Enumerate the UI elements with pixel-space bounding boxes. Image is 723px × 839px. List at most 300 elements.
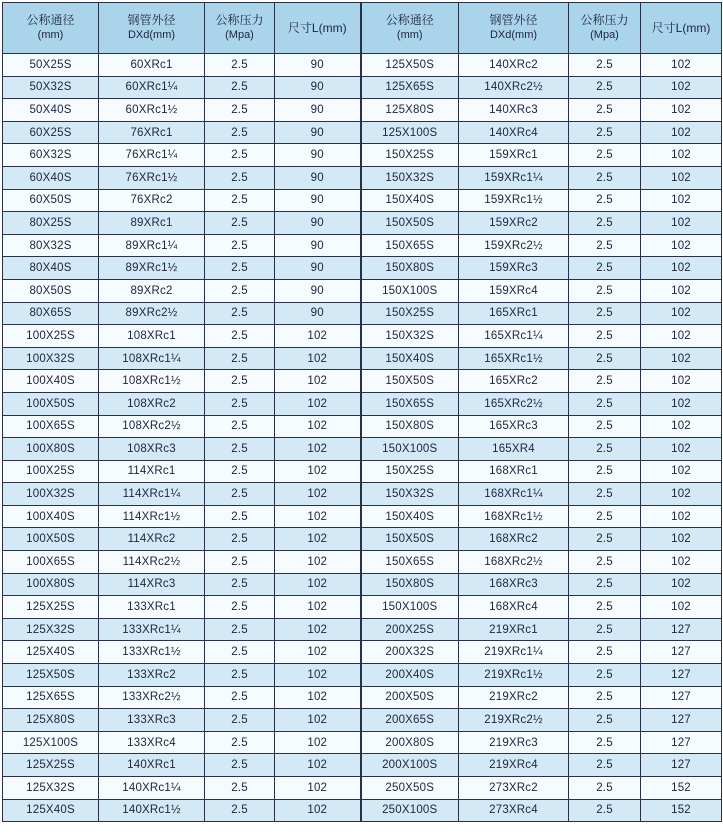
nominal-diameter-cell: 100X50S (3, 528, 99, 551)
pipe-outer-diameter-cell: 159XRc2½ (459, 234, 569, 257)
dimension-l-cell: 102 (275, 438, 361, 461)
pipe-outer-diameter-cell: 114XRc2½ (99, 551, 205, 574)
dimension-l-cell: 90 (275, 76, 361, 99)
pipe-outer-diameter-cell: 168XRc1 (459, 460, 569, 483)
table-row (3, 347, 722, 370)
table-row (3, 505, 722, 528)
pipe-outer-diameter-cell: 159XRc4 (459, 279, 569, 302)
header-unit: (mm) (37, 29, 64, 41)
pipe-outer-diameter-cell: 76XRc1¼ (99, 144, 205, 167)
dimension-l-cell: 102 (275, 754, 361, 777)
table-row (3, 438, 722, 461)
pipe-outer-diameter-cell: 168XRc1½ (459, 505, 569, 528)
header-unit: DXd(mm) (127, 29, 176, 41)
nominal-diameter-cell: 125X65S (361, 76, 459, 99)
dimension-l-cell: 102 (641, 302, 722, 325)
nominal-diameter-cell: 150X100S (361, 438, 459, 461)
pipe-outer-diameter-cell: 133XRc1¼ (99, 618, 205, 641)
pipe-outer-diameter-cell: 219XRc1¼ (459, 641, 569, 664)
nominal-pressure-cell: 2.5 (205, 234, 275, 257)
nominal-pressure-cell: 2.5 (205, 777, 275, 800)
table-row (3, 460, 722, 483)
nominal-pressure-cell: 2.5 (569, 370, 641, 393)
nominal-pressure-cell: 2.5 (205, 415, 275, 438)
table-row (3, 709, 722, 732)
nominal-diameter-cell: 60X40S (3, 166, 99, 189)
nominal-pressure-cell: 2.5 (205, 528, 275, 551)
pipe-outer-diameter-cell: 108XRc2 (99, 392, 205, 415)
dimension-l-cell: 102 (275, 392, 361, 415)
nominal-pressure-cell: 2.5 (569, 709, 641, 732)
pipe-outer-diameter-cell: 140XRc2 (459, 54, 569, 77)
dimension-l-cell: 90 (275, 234, 361, 257)
table-row (3, 234, 722, 257)
nominal-pressure-cell: 2.5 (205, 551, 275, 574)
nominal-pressure-cell: 2.5 (205, 189, 275, 212)
table-body (3, 54, 722, 822)
dimension-l-cell: 102 (275, 505, 361, 528)
nominal-pressure-cell: 2.5 (569, 641, 641, 664)
nominal-pressure-cell: 2.5 (205, 76, 275, 99)
pipe-outer-diameter-cell: 133XRc2 (99, 664, 205, 687)
table-row (3, 686, 722, 709)
dimension-l-cell: 102 (641, 212, 722, 235)
nominal-pressure-cell: 2.5 (569, 596, 641, 619)
nominal-diameter-cell: 125X32S (3, 777, 99, 800)
nominal-pressure-cell: 2.5 (205, 54, 275, 77)
pipe-outer-diameter-cell: 76XRc2 (99, 189, 205, 212)
nominal-diameter-cell: 250X50S (361, 777, 459, 800)
dimension-l-cell: 102 (641, 279, 722, 302)
dimension-l-cell: 102 (641, 460, 722, 483)
nominal-pressure-cell: 2.5 (569, 731, 641, 754)
col-nominal-diameter-header (3, 3, 99, 54)
dimension-l-cell: 102 (275, 460, 361, 483)
nominal-pressure-cell: 2.5 (205, 257, 275, 280)
table-row (3, 144, 722, 167)
nominal-diameter-cell: 150X25S (361, 460, 459, 483)
nominal-pressure-cell: 2.5 (569, 302, 641, 325)
header-label: 尺寸L(mm) (651, 20, 711, 35)
table-row (3, 731, 722, 754)
dimension-l-cell: 90 (275, 54, 361, 77)
nominal-diameter-cell: 125X50S (361, 54, 459, 77)
table-header-row (3, 3, 722, 54)
pipe-outer-diameter-cell: 159XRc1 (459, 144, 569, 167)
dimension-l-cell: 102 (641, 144, 722, 167)
nominal-diameter-cell: 80X40S (3, 257, 99, 280)
col-nominal-pressure-header-2 (569, 3, 641, 54)
nominal-diameter-cell: 200X40S (361, 664, 459, 687)
col-pipe-outer-diameter-header-2 (459, 3, 569, 54)
nominal-diameter-cell: 60X50S (3, 189, 99, 212)
nominal-diameter-cell: 150X50S (361, 370, 459, 393)
dimension-l-cell: 127 (641, 754, 722, 777)
nominal-pressure-cell: 2.5 (205, 325, 275, 348)
nominal-diameter-cell: 150X100S (361, 596, 459, 619)
pipe-outer-diameter-cell: 133XRc1½ (99, 641, 205, 664)
nominal-diameter-cell: 125X25S (3, 754, 99, 777)
pipe-outer-diameter-cell: 133XRc1 (99, 596, 205, 619)
table-row (3, 641, 722, 664)
nominal-pressure-cell: 2.5 (569, 99, 641, 122)
pipe-outer-diameter-cell: 273XRc4 (459, 799, 569, 822)
nominal-diameter-cell: 125X65S (3, 686, 99, 709)
nominal-diameter-cell: 125X80S (3, 709, 99, 732)
nominal-diameter-cell: 125X100S (3, 731, 99, 754)
dimension-l-cell: 127 (641, 731, 722, 754)
nominal-diameter-cell: 100X50S (3, 392, 99, 415)
dimension-l-cell: 102 (275, 777, 361, 800)
nominal-pressure-cell: 2.5 (569, 551, 641, 574)
pipe-outer-diameter-cell: 168XRc3 (459, 573, 569, 596)
nominal-diameter-cell: 80X65S (3, 302, 99, 325)
pipe-outer-diameter-cell: 89XRc1¼ (99, 234, 205, 257)
dimension-l-cell: 102 (641, 392, 722, 415)
pipe-outer-diameter-cell: 114XRc1½ (99, 505, 205, 528)
header-unit: (Mpa) (225, 29, 254, 41)
dimension-l-cell: 102 (641, 121, 722, 144)
nominal-pressure-cell: 2.5 (569, 573, 641, 596)
nominal-diameter-cell: 100X40S (3, 505, 99, 528)
nominal-diameter-cell: 100X80S (3, 573, 99, 596)
dimension-l-cell: 90 (275, 302, 361, 325)
pipe-outer-diameter-cell: 165XRc1¼ (459, 325, 569, 348)
nominal-pressure-cell: 2.5 (205, 347, 275, 370)
pipe-outer-diameter-cell: 60XRc1¼ (99, 76, 205, 99)
nominal-diameter-cell: 100X32S (3, 347, 99, 370)
nominal-diameter-cell: 150X25S (361, 302, 459, 325)
dimension-l-cell: 102 (641, 347, 722, 370)
nominal-diameter-cell: 125X25S (3, 596, 99, 619)
nominal-pressure-cell: 2.5 (205, 483, 275, 506)
pipe-outer-diameter-cell: 60XRc1 (99, 54, 205, 77)
nominal-pressure-cell: 2.5 (569, 76, 641, 99)
pipe-outer-diameter-cell: 108XRc3 (99, 438, 205, 461)
pipe-outer-diameter-cell: 140XRc1½ (99, 799, 205, 822)
col-pipe-outer-diameter-header (99, 3, 205, 54)
header-unit: DXd(mm) (489, 29, 538, 41)
pipe-outer-diameter-cell: 168XRc2½ (459, 551, 569, 574)
nominal-pressure-cell: 2.5 (569, 392, 641, 415)
nominal-pressure-cell: 2.5 (205, 618, 275, 641)
table-row (3, 121, 722, 144)
dimension-l-cell: 102 (641, 370, 722, 393)
dimension-l-cell: 102 (641, 415, 722, 438)
nominal-diameter-cell: 125X100S (361, 121, 459, 144)
table-row (3, 415, 722, 438)
dimension-l-cell: 102 (641, 54, 722, 77)
table-row (3, 370, 722, 393)
dimension-l-cell: 102 (275, 596, 361, 619)
header-label: 公称压力 (215, 13, 264, 27)
nominal-pressure-cell: 2.5 (569, 121, 641, 144)
nominal-diameter-cell: 150X80S (361, 573, 459, 596)
dimension-l-cell: 102 (275, 686, 361, 709)
pipe-outer-diameter-cell: 133XRc2½ (99, 686, 205, 709)
dimension-l-cell: 102 (275, 551, 361, 574)
nominal-pressure-cell: 2.5 (569, 438, 641, 461)
dimension-l-cell: 90 (275, 212, 361, 235)
nominal-pressure-cell: 2.5 (205, 709, 275, 732)
nominal-pressure-cell: 2.5 (569, 664, 641, 687)
table-row (3, 573, 722, 596)
dimension-l-cell: 127 (641, 686, 722, 709)
nominal-diameter-cell: 150X40S (361, 189, 459, 212)
pipe-outer-diameter-cell: 133XRc4 (99, 731, 205, 754)
pipe-outer-diameter-cell: 219XRc4 (459, 754, 569, 777)
pipe-outer-diameter-cell: 168XRc2 (459, 528, 569, 551)
nominal-diameter-cell: 150X32S (361, 166, 459, 189)
header-label: 钢管外径 (127, 13, 176, 27)
dimension-l-cell: 127 (641, 709, 722, 732)
dimension-l-cell: 90 (275, 279, 361, 302)
dimension-l-cell: 127 (641, 618, 722, 641)
table-row (3, 596, 722, 619)
pipe-outer-diameter-cell: 219XRc2½ (459, 709, 569, 732)
nominal-diameter-cell: 200X80S (361, 731, 459, 754)
dimension-l-cell: 102 (275, 731, 361, 754)
nominal-pressure-cell: 2.5 (569, 189, 641, 212)
nominal-diameter-cell: 150X100S (361, 279, 459, 302)
pipe-outer-diameter-cell: 165XRc1 (459, 302, 569, 325)
nominal-pressure-cell: 2.5 (205, 279, 275, 302)
pipe-outer-diameter-cell: 159XRc1½ (459, 189, 569, 212)
table-row (3, 754, 722, 777)
nominal-pressure-cell: 2.5 (205, 121, 275, 144)
nominal-diameter-cell: 150X80S (361, 257, 459, 280)
header-label: 尺寸L(mm) (287, 20, 347, 35)
nominal-pressure-cell: 2.5 (205, 731, 275, 754)
nominal-diameter-cell: 100X80S (3, 438, 99, 461)
nominal-diameter-cell: 100X25S (3, 325, 99, 348)
nominal-pressure-cell: 2.5 (569, 777, 641, 800)
table-row (3, 483, 722, 506)
table-row (3, 664, 722, 687)
spec-table (2, 2, 722, 822)
pipe-outer-diameter-cell: 108XRc1¼ (99, 347, 205, 370)
pipe-outer-diameter-cell: 165XRc1½ (459, 347, 569, 370)
dimension-l-cell: 102 (641, 166, 722, 189)
col-dimension-l-header-2 (641, 3, 722, 54)
dimension-l-cell: 90 (275, 257, 361, 280)
dimension-l-cell: 102 (275, 347, 361, 370)
nominal-diameter-cell: 60X25S (3, 121, 99, 144)
pipe-outer-diameter-cell: 114XRc1 (99, 460, 205, 483)
nominal-pressure-cell: 2.5 (205, 438, 275, 461)
nominal-diameter-cell: 200X32S (361, 641, 459, 664)
nominal-diameter-cell: 200X50S (361, 686, 459, 709)
nominal-pressure-cell: 2.5 (205, 460, 275, 483)
pipe-outer-diameter-cell: 108XRc2½ (99, 415, 205, 438)
nominal-pressure-cell: 2.5 (569, 144, 641, 167)
nominal-pressure-cell: 2.5 (569, 325, 641, 348)
nominal-diameter-cell: 150X80S (361, 415, 459, 438)
nominal-diameter-cell: 50X25S (3, 54, 99, 77)
dimension-l-cell: 90 (275, 189, 361, 212)
table-row (3, 54, 722, 77)
nominal-pressure-cell: 2.5 (569, 212, 641, 235)
table-row (3, 325, 722, 348)
nominal-diameter-cell: 125X50S (3, 664, 99, 687)
nominal-diameter-cell: 50X32S (3, 76, 99, 99)
pipe-outer-diameter-cell: 140XRc4 (459, 121, 569, 144)
nominal-pressure-cell: 2.5 (205, 686, 275, 709)
table-row (3, 799, 722, 822)
dimension-l-cell: 127 (641, 664, 722, 687)
nominal-diameter-cell: 125X80S (361, 99, 459, 122)
table-row (3, 76, 722, 99)
dimension-l-cell: 90 (275, 121, 361, 144)
dimension-l-cell: 127 (641, 641, 722, 664)
nominal-pressure-cell: 2.5 (569, 799, 641, 822)
nominal-diameter-cell: 150X40S (361, 505, 459, 528)
nominal-pressure-cell: 2.5 (569, 686, 641, 709)
pipe-outer-diameter-cell: 108XRc1½ (99, 370, 205, 393)
dimension-l-cell: 102 (275, 370, 361, 393)
nominal-diameter-cell: 150X32S (361, 325, 459, 348)
dimension-l-cell: 102 (275, 573, 361, 596)
nominal-pressure-cell: 2.5 (205, 754, 275, 777)
nominal-diameter-cell: 150X65S (361, 551, 459, 574)
nominal-pressure-cell: 2.5 (569, 415, 641, 438)
nominal-diameter-cell: 150X50S (361, 212, 459, 235)
pipe-outer-diameter-cell: 165XR4 (459, 438, 569, 461)
header-unit: (Mpa) (590, 29, 619, 41)
pipe-outer-diameter-cell: 159XRc3 (459, 257, 569, 280)
pipe-outer-diameter-cell: 114XRc2 (99, 528, 205, 551)
header-label: 公称压力 (580, 13, 629, 27)
dimension-l-cell: 90 (275, 144, 361, 167)
table-row (3, 257, 722, 280)
dimension-l-cell: 102 (275, 528, 361, 551)
col-nominal-pressure-header (205, 3, 275, 54)
pipe-outer-diameter-cell: 165XRc2 (459, 370, 569, 393)
nominal-diameter-cell: 100X65S (3, 551, 99, 574)
nominal-diameter-cell: 125X32S (3, 618, 99, 641)
nominal-pressure-cell: 2.5 (205, 573, 275, 596)
nominal-diameter-cell: 200X65S (361, 709, 459, 732)
dimension-l-cell: 102 (641, 483, 722, 506)
nominal-diameter-cell: 150X25S (361, 144, 459, 167)
dimension-l-cell: 90 (275, 99, 361, 122)
dimension-l-cell: 102 (641, 234, 722, 257)
pipe-outer-diameter-cell: 60XRc1½ (99, 99, 205, 122)
pipe-outer-diameter-cell: 159XRc1¼ (459, 166, 569, 189)
dimension-l-cell: 102 (275, 799, 361, 822)
col-dimension-l-header (275, 3, 361, 54)
dimension-l-cell: 152 (641, 777, 722, 800)
table-row (3, 166, 722, 189)
nominal-diameter-cell: 200X25S (361, 618, 459, 641)
nominal-diameter-cell: 100X65S (3, 415, 99, 438)
nominal-diameter-cell: 150X65S (361, 392, 459, 415)
pipe-outer-diameter-cell: 114XRc1¼ (99, 483, 205, 506)
dimension-l-cell: 102 (641, 99, 722, 122)
dimension-l-cell: 102 (641, 573, 722, 596)
nominal-pressure-cell: 2.5 (205, 166, 275, 189)
pipe-outer-diameter-cell: 89XRc1 (99, 212, 205, 235)
nominal-pressure-cell: 2.5 (205, 505, 275, 528)
dimension-l-cell: 102 (641, 596, 722, 619)
nominal-pressure-cell: 2.5 (205, 392, 275, 415)
dimension-l-cell: 102 (275, 325, 361, 348)
dimension-l-cell: 102 (275, 641, 361, 664)
dimension-l-cell: 152 (641, 799, 722, 822)
table-row (3, 99, 722, 122)
table-row (3, 618, 722, 641)
pipe-outer-diameter-cell: 165XRc3 (459, 415, 569, 438)
nominal-pressure-cell: 2.5 (569, 347, 641, 370)
pipe-outer-diameter-cell: 76XRc1 (99, 121, 205, 144)
nominal-pressure-cell: 2.5 (569, 166, 641, 189)
nominal-diameter-cell: 80X50S (3, 279, 99, 302)
nominal-diameter-cell: 80X25S (3, 212, 99, 235)
table-row (3, 279, 722, 302)
header-unit: (mm) (396, 29, 423, 41)
dimension-l-cell: 102 (641, 76, 722, 99)
nominal-pressure-cell: 2.5 (569, 54, 641, 77)
dimension-l-cell: 102 (641, 528, 722, 551)
nominal-pressure-cell: 2.5 (569, 483, 641, 506)
table-row (3, 551, 722, 574)
nominal-pressure-cell: 2.5 (569, 505, 641, 528)
dimension-l-cell: 102 (275, 664, 361, 687)
nominal-diameter-cell: 150X50S (361, 528, 459, 551)
table-row (3, 392, 722, 415)
pipe-outer-diameter-cell: 140XRc1 (99, 754, 205, 777)
pipe-outer-diameter-cell: 219XRc2 (459, 686, 569, 709)
pipe-outer-diameter-cell: 89XRc2 (99, 279, 205, 302)
dimension-l-cell: 102 (275, 618, 361, 641)
dimension-l-cell: 102 (641, 505, 722, 528)
pipe-outer-diameter-cell: 219XRc1 (459, 618, 569, 641)
nominal-diameter-cell: 125X40S (3, 799, 99, 822)
nominal-pressure-cell: 2.5 (569, 234, 641, 257)
nominal-diameter-cell: 80X32S (3, 234, 99, 257)
pipe-outer-diameter-cell: 219XRc3 (459, 731, 569, 754)
nominal-pressure-cell: 2.5 (205, 596, 275, 619)
header-label: 钢管外径 (489, 13, 538, 27)
pipe-outer-diameter-cell: 108XRc1 (99, 325, 205, 348)
table-row (3, 189, 722, 212)
dimension-l-cell: 90 (275, 166, 361, 189)
nominal-pressure-cell: 2.5 (205, 144, 275, 167)
nominal-pressure-cell: 2.5 (569, 279, 641, 302)
nominal-diameter-cell: 100X25S (3, 460, 99, 483)
nominal-pressure-cell: 2.5 (569, 460, 641, 483)
pipe-outer-diameter-cell: 168XRc4 (459, 596, 569, 619)
col-nominal-diameter-header-2 (361, 3, 459, 54)
pipe-outer-diameter-cell: 89XRc1½ (99, 257, 205, 280)
nominal-diameter-cell: 100X32S (3, 483, 99, 506)
nominal-pressure-cell: 2.5 (205, 664, 275, 687)
nominal-pressure-cell: 2.5 (205, 799, 275, 822)
pipe-outer-diameter-cell: 133XRc3 (99, 709, 205, 732)
nominal-pressure-cell: 2.5 (205, 641, 275, 664)
nominal-pressure-cell: 2.5 (569, 618, 641, 641)
dimension-l-cell: 102 (641, 325, 722, 348)
dimension-l-cell: 102 (641, 189, 722, 212)
dimension-l-cell: 102 (275, 709, 361, 732)
header-label: 公称通径 (26, 13, 75, 27)
pipe-outer-diameter-cell: 76XRc1½ (99, 166, 205, 189)
nominal-diameter-cell: 50X40S (3, 99, 99, 122)
table-row (3, 777, 722, 800)
dimension-l-cell: 102 (641, 551, 722, 574)
nominal-diameter-cell: 125X40S (3, 641, 99, 664)
dimension-l-cell: 102 (641, 257, 722, 280)
